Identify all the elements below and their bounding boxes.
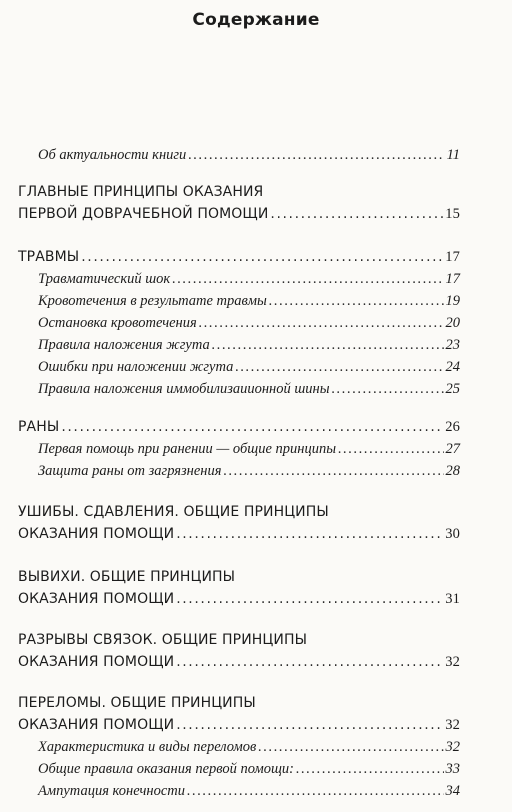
toc-entry-title: Ошибки при наложении жгута [38, 359, 234, 375]
toc-entry-title: РАЗРЫВЫ СВЯЗОК. ОБЩИЕ ПРИНЦИПЫ [18, 632, 308, 648]
toc-entry[interactable] [38, 146, 460, 164]
dot-leader [199, 314, 444, 332]
toc-entry[interactable] [18, 418, 460, 436]
toc-page-number: 11 [446, 147, 460, 163]
dot-leader [172, 270, 443, 288]
toc-entry[interactable] [18, 248, 460, 266]
dot-leader [258, 738, 443, 756]
dot-leader [338, 440, 443, 458]
toc-entry-title: Ампутация конечности [38, 783, 185, 799]
toc-entry-title: Об актуальности книги [38, 147, 187, 163]
toc-entry-title: Травматический шок [38, 271, 171, 287]
toc-page-number: 19 [445, 293, 460, 309]
toc-entry-title: Правила наложения жгута [38, 337, 210, 353]
toc-entry-title: ОКАЗАНИЯ ПОМОЩИ [18, 717, 175, 733]
toc-entry[interactable] [38, 380, 460, 398]
toc-entry[interactable] [18, 525, 460, 543]
toc-entry[interactable] [38, 358, 460, 376]
toc-page-number: 30 [445, 526, 460, 542]
toc-entry[interactable] [18, 631, 460, 649]
toc-entry[interactable] [38, 292, 460, 310]
dot-leader [176, 525, 443, 543]
toc-entry-title: ПЕРВОЙ ДОВРАЧЕБНОЙ ПОМОЩИ [18, 206, 269, 222]
toc-entry[interactable] [38, 738, 460, 756]
toc-entry[interactable] [18, 590, 460, 608]
toc-entry-title: Характеристика и виды переломов [38, 739, 257, 755]
toc-page-number: 17 [445, 249, 460, 265]
toc-entry[interactable] [38, 336, 460, 354]
toc-entry[interactable] [38, 760, 460, 778]
toc-entry[interactable] [18, 716, 460, 734]
toc-page-number: 32 [445, 739, 460, 755]
toc-entry[interactable] [18, 653, 460, 671]
dot-leader [223, 462, 443, 480]
toc-page-number: 33 [445, 761, 460, 777]
toc-entry-title: Первая помощь при ранении — общие принципы [38, 441, 337, 457]
dot-leader [269, 292, 444, 310]
toc-entry[interactable] [38, 440, 460, 458]
toc-page-number: 25 [445, 381, 460, 397]
toc-page-number: 17 [445, 271, 460, 287]
toc-entry-title: ОКАЗАНИЯ ПОМОЩИ [18, 591, 175, 607]
toc-page-number: 32 [445, 717, 460, 733]
dot-leader [212, 336, 444, 354]
toc-entry-title: Общие правила оказания первой помощи: [38, 761, 294, 777]
dot-leader [332, 380, 444, 398]
dot-leader [81, 248, 443, 266]
toc-entry-title: Правила наложения иммобилизаиионной шины [38, 381, 330, 397]
toc-entry-title: ВЫВИХИ. ОБЩИЕ ПРИНЦИПЫ [18, 569, 236, 585]
dot-leader [187, 782, 444, 800]
toc-page-number: 26 [445, 419, 460, 435]
toc-page-number: 15 [445, 206, 460, 222]
toc-entry-title: ПЕРЕЛОМЫ. ОБЩИЕ ПРИНЦИПЫ [18, 695, 256, 711]
dot-leader [270, 205, 443, 223]
toc-entry[interactable] [18, 694, 460, 712]
toc-entry-title: ОКАЗАНИЯ ПОМОЩИ [18, 526, 175, 542]
toc-page-number: 27 [445, 441, 460, 457]
toc-entry[interactable] [38, 314, 460, 332]
toc-page-number: 31 [445, 591, 460, 607]
dot-leader [176, 716, 443, 734]
page-title: Содержание [192, 10, 320, 30]
dot-leader [61, 418, 443, 436]
dot-leader [188, 146, 444, 164]
dot-leader [296, 760, 444, 778]
toc-entry-title: УШИБЫ. СДАВЛЕНИЯ. ОБЩИЕ ПРИНЦИПЫ [18, 504, 329, 520]
toc-entry-title: ТРАВМЫ [18, 249, 80, 265]
toc-page-number: 32 [445, 654, 460, 670]
toc-page-number: 23 [445, 337, 460, 353]
toc-page-number: 34 [445, 783, 460, 799]
toc-entry[interactable] [18, 503, 460, 521]
toc-entry[interactable] [38, 270, 460, 288]
toc-entry-title: Защита раны от загрязнения [38, 463, 222, 479]
toc-entry-title: РАНЫ [18, 419, 60, 435]
dot-leader [235, 358, 443, 376]
toc-entry-title: Остановка кровотечения [38, 315, 197, 331]
toc-entry-title: ГЛАВНЫЕ ПРИНЦИПЫ ОКАЗАНИЯ [18, 184, 264, 200]
toc-entry-title: ОКАЗАНИЯ ПОМОЩИ [18, 654, 175, 670]
dot-leader [176, 590, 443, 608]
toc-entry[interactable] [38, 782, 460, 800]
toc-page-number: 24 [445, 359, 460, 375]
toc-entry[interactable] [18, 183, 460, 201]
toc-page-number: 20 [445, 315, 460, 331]
toc-entry[interactable] [38, 462, 460, 480]
toc-entry[interactable] [18, 205, 460, 223]
toc-entry-title: Кровотечения в результате травмы [38, 293, 267, 309]
dot-leader [176, 653, 443, 671]
toc-entry[interactable] [18, 568, 460, 586]
toc-page-number: 28 [445, 463, 460, 479]
